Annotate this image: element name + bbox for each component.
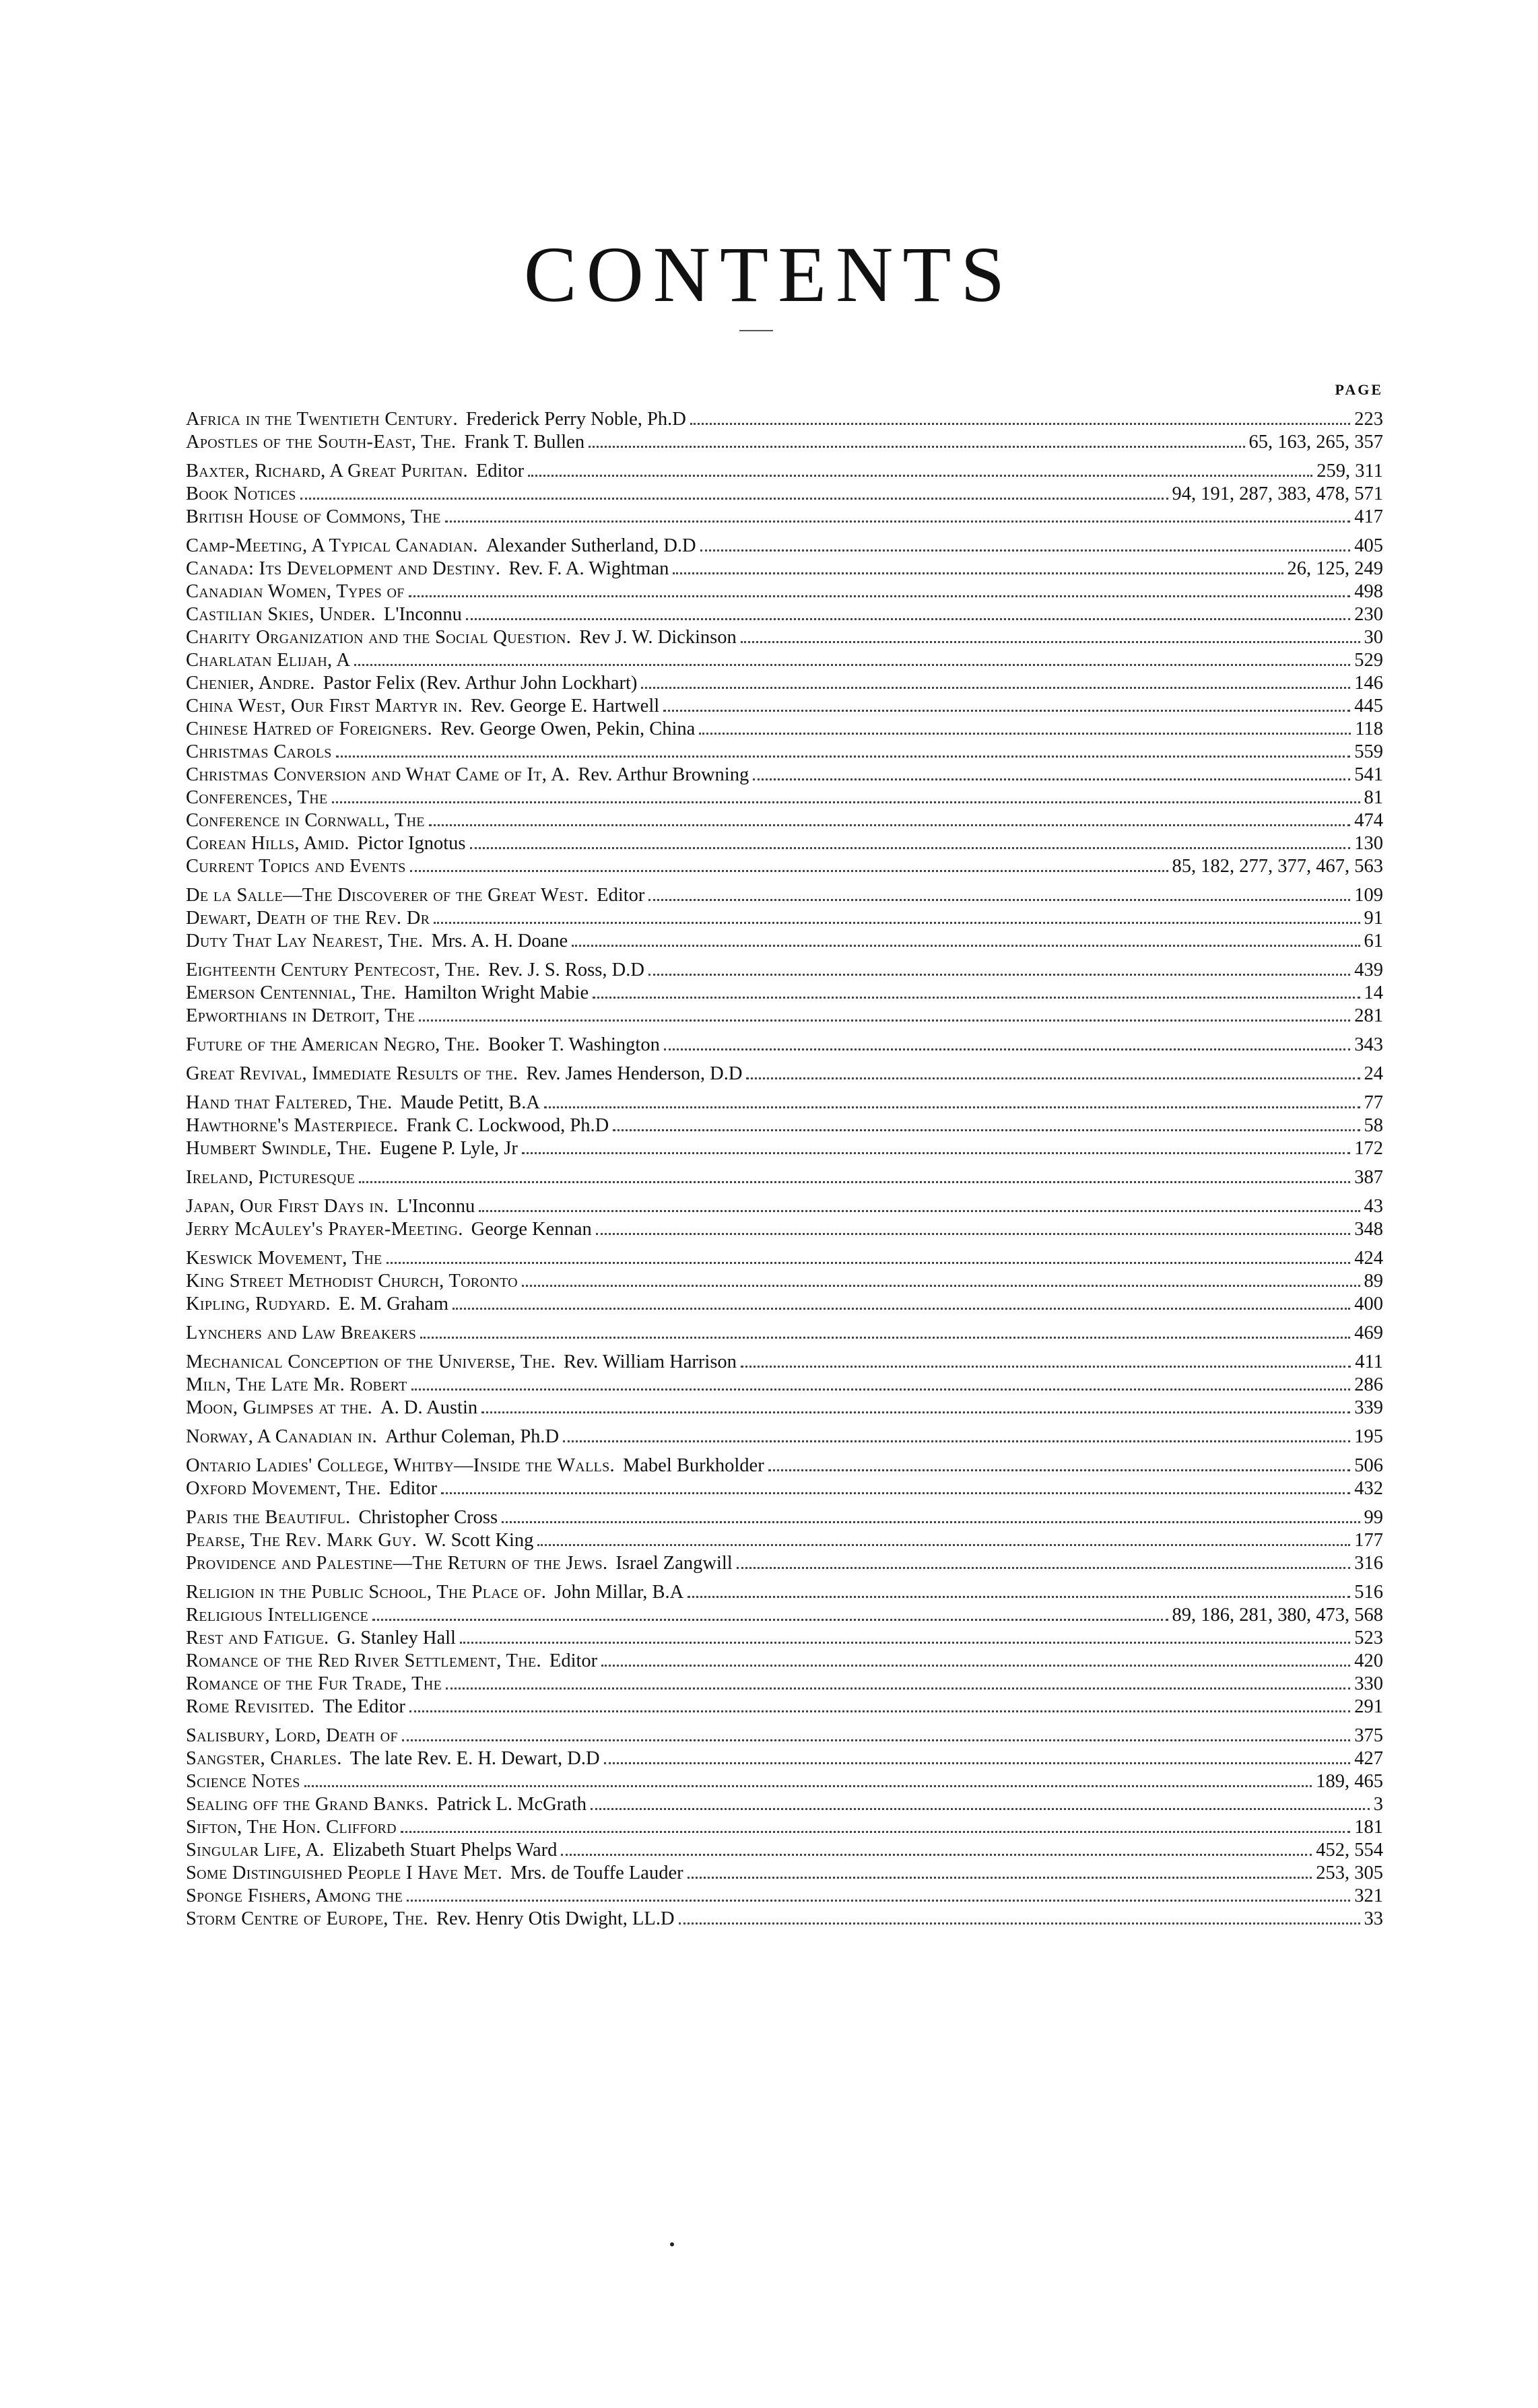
entry-subject: Kipling, Rudyard. xyxy=(186,1294,331,1314)
entry-subject: Rest and Fatigue. xyxy=(186,1628,329,1648)
dot-leader xyxy=(700,549,1351,551)
entry-author: Editor xyxy=(475,461,525,481)
entry-author: Hamilton Wright Mabie xyxy=(404,982,589,1003)
toc-entry xyxy=(186,1195,1383,1218)
dot-leader xyxy=(737,1567,1351,1569)
entry-pages: 452, 554 xyxy=(1316,1840,1383,1861)
entry-author: Rev. Henry Otis Dwight, LL.D xyxy=(436,1908,675,1929)
toc-entry xyxy=(186,1839,1383,1862)
entry-subject: Charlatan Elijah, A xyxy=(186,650,351,671)
entry-pages: 469 xyxy=(1354,1323,1383,1343)
toc-entry xyxy=(186,506,1383,529)
dot-leader xyxy=(445,521,1351,523)
entry-author: Rev. George Owen, Pekin, China xyxy=(440,718,696,739)
entry-author: W. Scott King xyxy=(425,1530,534,1551)
toc-entry xyxy=(186,1137,1383,1160)
toc-entry xyxy=(186,1351,1383,1374)
entry-pages: 321 xyxy=(1354,1885,1383,1906)
entry-author: Rev. George E. Hartwell xyxy=(471,696,660,716)
entry-pages: 223 xyxy=(1354,409,1383,430)
entry-pages: 177 xyxy=(1354,1530,1383,1551)
dot-leader xyxy=(429,824,1350,826)
entry-subject: British House of Commons, The xyxy=(186,506,441,527)
entry-pages: 24 xyxy=(1364,1063,1383,1084)
entry-subject: Sifton, The Hon. Clifford xyxy=(186,1817,397,1838)
dot-leader xyxy=(409,595,1351,597)
entry-author: Eugene P. Lyle, Jr xyxy=(379,1138,518,1159)
entry-pages: 30 xyxy=(1364,627,1383,648)
toc-entry xyxy=(186,695,1383,718)
entry-author: L'Inconnu xyxy=(383,604,462,625)
entry-subject: Oxford Movement, The. xyxy=(186,1478,381,1499)
dot-leader xyxy=(466,618,1350,620)
entry-author: Alexander Sutherland, D.D xyxy=(486,535,696,556)
entry-subject: Book Notices xyxy=(186,483,296,504)
entry-subject: Conference in Cornwall, The xyxy=(186,810,425,831)
entry-pages: 33 xyxy=(1364,1908,1383,1929)
entry-pages: 523 xyxy=(1354,1628,1383,1648)
entry-pages: 405 xyxy=(1354,535,1383,556)
entry-subject: Ireland, Picturesque xyxy=(186,1167,356,1188)
toc-entry xyxy=(186,1322,1383,1345)
entry-pages: 439 xyxy=(1354,960,1383,980)
entry-pages: 253, 305 xyxy=(1316,1863,1383,1883)
entry-pages: 348 xyxy=(1354,1219,1383,1240)
entry-pages: 26, 125, 249 xyxy=(1287,558,1383,579)
dot-leader xyxy=(591,1808,1370,1810)
entry-author: Rev J. W. Dickinson xyxy=(579,627,737,648)
entry-pages: 146 xyxy=(1354,673,1383,694)
toc-entry xyxy=(186,483,1383,506)
dot-leader xyxy=(528,475,1312,477)
entry-author: G. Stanley Hall xyxy=(337,1628,456,1648)
entry-subject: De la Salle—The Discoverer of the Great West. xyxy=(186,885,589,906)
dot-leader xyxy=(753,778,1350,780)
entry-subject: Duty That Lay Nearest, The. xyxy=(186,931,424,951)
dot-leader xyxy=(470,847,1351,849)
entry-pages: 316 xyxy=(1354,1553,1383,1574)
dot-leader xyxy=(690,423,1350,425)
entry-pages: 420 xyxy=(1354,1650,1383,1671)
entry-subject: Rome Revisited. xyxy=(186,1696,315,1717)
entry-author: Frank T. Bullen xyxy=(464,432,585,453)
toc-entry xyxy=(186,1270,1383,1293)
dot-leader xyxy=(641,687,1350,689)
entry-subject: Epworthians in Detroit, The xyxy=(186,1005,415,1026)
entry-subject: Baxter, Richard, A Great Puritan. xyxy=(186,461,468,481)
entry-subject: Sponge Fishers, Among the xyxy=(186,1885,403,1906)
entry-subject: Hand that Faltered, The. xyxy=(186,1092,393,1113)
entry-subject: Japan, Our First Days in. xyxy=(186,1196,389,1217)
entry-pages: 43 xyxy=(1364,1196,1383,1217)
entry-pages: 417 xyxy=(1354,506,1383,527)
dot-leader xyxy=(410,870,1168,872)
dot-leader xyxy=(411,1389,1351,1391)
entry-subject: Providence and Palestine—The Return of the Jews. xyxy=(186,1553,608,1574)
entry-author: Pictor Ignotus xyxy=(357,833,466,854)
dot-leader xyxy=(522,1285,1360,1287)
entry-author: A. D. Austin xyxy=(380,1397,478,1418)
entry-pages: 343 xyxy=(1354,1034,1383,1055)
entry-pages: 130 xyxy=(1354,833,1383,854)
toc-entry xyxy=(186,1696,1383,1718)
entry-pages: 387 xyxy=(1354,1167,1383,1188)
entry-subject: Christmas Conversion and What Came of It, A. xyxy=(186,764,570,785)
toc-entry xyxy=(186,1247,1383,1270)
toc-entry xyxy=(186,1218,1383,1241)
entry-pages: 3 xyxy=(1373,1794,1383,1815)
dot-leader xyxy=(648,974,1350,976)
toc-entry xyxy=(186,741,1383,764)
toc-entry xyxy=(186,626,1383,649)
entry-subject: China West, Our First Martyr in. xyxy=(186,696,463,716)
entry-pages: 506 xyxy=(1354,1455,1383,1476)
entry-pages: 411 xyxy=(1355,1351,1383,1372)
toc-entry xyxy=(186,1816,1383,1839)
dot-leader xyxy=(453,1308,1350,1310)
entry-subject: Current Topics and Events xyxy=(186,856,406,877)
entry-author: Editor xyxy=(389,1478,438,1499)
entry-pages: 432 xyxy=(1354,1478,1383,1499)
entry-subject: Romance of the Red River Settlement, The. xyxy=(186,1650,541,1671)
toc-entry xyxy=(186,1908,1383,1931)
entry-author: John Millar, B.A xyxy=(554,1582,684,1603)
dot-leader xyxy=(561,1854,1312,1856)
entry-pages: 89, 186, 281, 380, 473, 568 xyxy=(1172,1605,1383,1626)
toc-entry xyxy=(186,1747,1383,1770)
entry-pages: 474 xyxy=(1354,810,1383,831)
entry-pages: 181 xyxy=(1354,1817,1383,1838)
dot-leader xyxy=(741,1366,1351,1368)
toc-entry xyxy=(186,1063,1383,1085)
dot-leader xyxy=(746,1077,1360,1079)
toc-entry xyxy=(186,1885,1383,1908)
entry-subject: Canadian Women, Types of xyxy=(186,581,405,602)
dot-leader xyxy=(336,756,1351,758)
toc-entry xyxy=(186,1477,1383,1500)
entry-pages: 85, 182, 277, 377, 467, 563 xyxy=(1172,856,1383,877)
toc-entry xyxy=(186,1770,1383,1793)
toc-entry xyxy=(186,460,1383,483)
entry-author: Mrs. de Touffe Lauder xyxy=(510,1863,683,1883)
entry-pages: 541 xyxy=(1354,764,1383,785)
entry-subject: Lynchers and Law Breakers xyxy=(186,1323,417,1343)
toc-entry xyxy=(186,764,1383,787)
toc-entry xyxy=(186,672,1383,695)
toc-entry xyxy=(186,1650,1383,1673)
entry-subject: Sangster, Charles. xyxy=(186,1748,342,1769)
entry-subject: Moon, Glimpses at the. xyxy=(186,1397,373,1418)
entry-subject: Christmas Carols xyxy=(186,741,332,762)
dot-leader xyxy=(663,710,1350,712)
entry-subject: Jerry McAuley's Prayer-Meeting. xyxy=(186,1219,463,1240)
toc-entry xyxy=(186,1725,1383,1747)
dot-leader xyxy=(648,899,1350,901)
dot-leader xyxy=(446,1687,1350,1690)
toc-entry xyxy=(186,1627,1383,1650)
entry-author: Rev. Arthur Browning xyxy=(578,764,749,785)
entry-subject: Storm Centre of Europe, The. xyxy=(186,1908,428,1929)
toc-entry xyxy=(186,1166,1383,1189)
page-mark xyxy=(670,2242,674,2246)
dot-leader xyxy=(673,572,1283,574)
dot-leader xyxy=(359,1181,1350,1183)
entry-author: Israel Zangwill xyxy=(615,1553,733,1574)
entry-author: Frank C. Lockwood, Ph.D xyxy=(406,1115,609,1136)
entry-author: Arthur Coleman, Ph.D xyxy=(385,1426,560,1447)
entry-subject: Chinese Hatred of Foreigners. xyxy=(186,718,432,739)
toc-entry xyxy=(186,982,1383,1005)
toc-entry xyxy=(186,1552,1383,1575)
toc-entry xyxy=(186,1005,1383,1028)
toc-entry xyxy=(186,1426,1383,1448)
entry-author: George Kennan xyxy=(471,1219,592,1240)
dot-leader xyxy=(522,1152,1350,1154)
toc-entry xyxy=(186,930,1383,953)
entry-pages: 375 xyxy=(1354,1725,1383,1746)
toc-entry xyxy=(186,1529,1383,1552)
title-rule xyxy=(739,330,773,331)
dot-leader xyxy=(699,733,1351,735)
entry-pages: 81 xyxy=(1364,787,1383,808)
toc-entry xyxy=(186,1092,1383,1114)
toc-entry xyxy=(186,907,1383,930)
entry-subject: Humbert Swindle, The. xyxy=(186,1138,372,1159)
toc-entry xyxy=(186,1454,1383,1477)
toc-entry xyxy=(186,535,1383,558)
entry-subject: Chenier, Andre. xyxy=(186,673,315,694)
entry-pages: 259, 311 xyxy=(1316,461,1383,481)
page-column-header: PAGE xyxy=(1335,381,1383,398)
entry-subject: Apostles of the South-East, The. xyxy=(186,432,457,453)
entry-subject: Charity Organization and the Social Question. xyxy=(186,627,572,648)
toc-entry xyxy=(186,649,1383,672)
entry-author: Rev. F. A. Wightman xyxy=(508,558,669,579)
entry-pages: 424 xyxy=(1354,1248,1383,1269)
entry-subject: Paris the Beautiful. xyxy=(186,1507,351,1528)
entry-author: Rev. William Harrison xyxy=(564,1351,737,1372)
toc-entry xyxy=(186,809,1383,832)
entry-subject: Great Revival, Immediate Results of the. xyxy=(186,1063,519,1084)
entry-author: Mabel Burkholder xyxy=(622,1455,764,1476)
entry-author: Patrick L. McGrath xyxy=(436,1794,587,1815)
dot-leader xyxy=(544,1106,1360,1108)
toc-entry xyxy=(186,1293,1383,1316)
entry-pages: 400 xyxy=(1354,1294,1383,1314)
entry-subject: Castilian Skies, Under. xyxy=(186,604,376,625)
toc-entry xyxy=(186,855,1383,878)
toc-entry xyxy=(186,1114,1383,1137)
dot-leader xyxy=(372,1619,1168,1621)
entry-subject: Hawthorne's Masterpiece. xyxy=(186,1115,399,1136)
entry-pages: 529 xyxy=(1354,650,1383,671)
entry-pages: 339 xyxy=(1354,1397,1383,1418)
dot-leader xyxy=(664,1048,1350,1050)
toc-entry xyxy=(186,1506,1383,1529)
toc-entry xyxy=(186,1604,1383,1627)
entry-subject: Miln, The Late Mr. Robert xyxy=(186,1374,407,1395)
entry-author: Booker T. Washington xyxy=(488,1034,660,1055)
entry-pages: 230 xyxy=(1354,604,1383,625)
dot-leader xyxy=(434,922,1360,924)
entry-subject: Norway, A Canadian in. xyxy=(186,1426,378,1447)
dot-leader xyxy=(688,1596,1350,1598)
toc-entry xyxy=(186,1793,1383,1816)
dot-leader xyxy=(589,446,1244,448)
entry-author: The late Rev. E. H. Dewart, D.D xyxy=(349,1748,600,1769)
entry-author: Editor xyxy=(597,885,645,906)
dot-leader xyxy=(401,1831,1350,1833)
entry-pages: 189, 465 xyxy=(1316,1771,1383,1792)
entry-pages: 99 xyxy=(1364,1507,1383,1528)
entry-subject: Science Notes xyxy=(186,1771,300,1792)
entry-pages: 330 xyxy=(1354,1673,1383,1694)
dot-leader xyxy=(407,1900,1350,1902)
entry-pages: 498 xyxy=(1354,581,1383,602)
entry-subject: Future of the American Negro, The. xyxy=(186,1034,480,1055)
entry-pages: 89 xyxy=(1364,1271,1383,1292)
entry-subject: Dewart, Death of the Rev. Dr xyxy=(186,908,430,929)
entry-subject: Camp-Meeting, A Typical Canadian. xyxy=(186,535,478,556)
dot-leader xyxy=(387,1262,1351,1264)
dot-leader xyxy=(460,1642,1350,1644)
dot-leader xyxy=(601,1665,1350,1667)
entry-pages: 58 xyxy=(1364,1115,1383,1136)
toc-entry xyxy=(186,959,1383,982)
entry-author: Mrs. A. H. Doane xyxy=(431,931,568,951)
entry-author: Rev. J. S. Ross, D.D xyxy=(488,960,644,980)
dot-leader xyxy=(481,1411,1350,1413)
entry-author: Frederick Perry Noble, Ph.D xyxy=(465,409,686,430)
dot-leader xyxy=(304,1785,1312,1787)
entry-subject: Religious Intelligence xyxy=(186,1605,369,1626)
entry-pages: 445 xyxy=(1354,696,1383,716)
dot-leader xyxy=(419,1019,1350,1022)
entry-pages: 109 xyxy=(1354,885,1383,906)
dot-leader xyxy=(354,664,1350,666)
toc-entry xyxy=(186,787,1383,809)
entry-pages: 65, 163, 265, 357 xyxy=(1248,432,1383,453)
dot-leader xyxy=(768,1469,1351,1471)
entry-subject: Emerson Centennial, The. xyxy=(186,982,397,1003)
dot-leader xyxy=(688,1877,1312,1879)
entry-subject: Some Distinguished People I Have Met. xyxy=(186,1863,503,1883)
entry-subject: Keswick Movement, The xyxy=(186,1248,382,1269)
toc-entry xyxy=(186,1581,1383,1604)
entry-subject: Africa in the Twentieth Century. xyxy=(186,409,458,430)
dot-leader xyxy=(479,1210,1360,1212)
toc-entry xyxy=(186,558,1383,580)
entry-subject: King Street Methodist Church, Toronto xyxy=(186,1271,518,1292)
entry-pages: 291 xyxy=(1354,1696,1383,1717)
entry-subject: Singular Life, A. xyxy=(186,1840,325,1861)
dot-leader xyxy=(502,1521,1360,1523)
entry-subject: Corean Hills, Amid. xyxy=(186,833,349,854)
entry-subject: Eighteenth Century Pentecost, The. xyxy=(186,960,481,980)
dot-leader xyxy=(332,801,1360,803)
entry-subject: Ontario Ladies' College, Whitby—Inside the Walls. xyxy=(186,1455,615,1476)
dot-leader xyxy=(593,997,1360,999)
dot-leader xyxy=(420,1337,1350,1339)
entry-author: Christopher Cross xyxy=(358,1507,498,1528)
toc-entry xyxy=(186,1673,1383,1696)
entry-author: Pastor Felix (Rev. Arthur John Lockhart) xyxy=(323,673,638,694)
entry-pages: 91 xyxy=(1364,908,1383,929)
toc-entry xyxy=(186,580,1383,603)
dot-leader xyxy=(741,641,1360,643)
entry-pages: 61 xyxy=(1364,931,1383,951)
toc-entry xyxy=(186,884,1383,907)
entry-pages: 559 xyxy=(1354,741,1383,762)
dot-leader xyxy=(441,1492,1350,1494)
entry-author: Editor xyxy=(549,1650,598,1671)
page-title: CONTENTS xyxy=(523,230,1015,319)
entry-subject: Conferences, The xyxy=(186,787,328,808)
entry-subject: Romance of the Fur Trade, The xyxy=(186,1673,442,1694)
entry-subject: Sealing off the Grand Banks. xyxy=(186,1794,429,1815)
entry-subject: Religion in the Public School, The Place of. xyxy=(186,1582,547,1603)
dot-leader xyxy=(679,1922,1360,1925)
dot-leader xyxy=(402,1739,1350,1741)
entry-pages: 427 xyxy=(1354,1748,1383,1769)
entry-author: Elizabeth Stuart Phelps Ward xyxy=(332,1840,558,1861)
dot-leader xyxy=(596,1233,1350,1235)
entry-pages: 286 xyxy=(1354,1374,1383,1395)
entry-subject: Salisbury, Lord, Death of xyxy=(186,1725,398,1746)
toc-entry xyxy=(186,1862,1383,1885)
contents-list xyxy=(186,408,1383,1931)
entry-subject: Pearse, The Rev. Mark Guy. xyxy=(186,1530,417,1551)
toc-entry xyxy=(186,832,1383,855)
entry-author: L'Inconnu xyxy=(397,1196,475,1217)
dot-leader xyxy=(537,1544,1350,1546)
entry-pages: 172 xyxy=(1354,1138,1383,1159)
toc-entry xyxy=(186,718,1383,741)
toc-entry xyxy=(186,408,1383,431)
entry-pages: 516 xyxy=(1354,1582,1383,1603)
entry-author: E. M. Graham xyxy=(338,1294,448,1314)
dot-leader xyxy=(563,1440,1350,1442)
entry-pages: 14 xyxy=(1364,982,1383,1003)
dot-leader xyxy=(300,498,1168,500)
toc-entry xyxy=(186,1397,1383,1419)
entry-subject: Canada: Its Development and Destiny. xyxy=(186,558,501,579)
entry-author: Maude Petitt, B.A xyxy=(400,1092,540,1113)
toc-entry xyxy=(186,603,1383,626)
toc-entry xyxy=(186,1034,1383,1057)
entry-pages: 77 xyxy=(1364,1092,1383,1113)
toc-entry xyxy=(186,1374,1383,1397)
entry-pages: 94, 191, 287, 383, 478, 571 xyxy=(1172,483,1383,504)
entry-subject: Mechanical Conception of the Universe, The. xyxy=(186,1351,556,1372)
entry-author: The Editor xyxy=(323,1696,405,1717)
dot-leader xyxy=(604,1762,1351,1764)
dot-leader xyxy=(409,1710,1350,1712)
entry-author: Rev. James Henderson, D.D xyxy=(526,1063,743,1084)
entry-pages: 281 xyxy=(1354,1005,1383,1026)
entry-pages: 195 xyxy=(1354,1426,1383,1447)
toc-entry xyxy=(186,431,1383,454)
dot-leader xyxy=(613,1129,1360,1131)
dot-leader xyxy=(572,945,1360,947)
entry-pages: 118 xyxy=(1355,718,1383,739)
